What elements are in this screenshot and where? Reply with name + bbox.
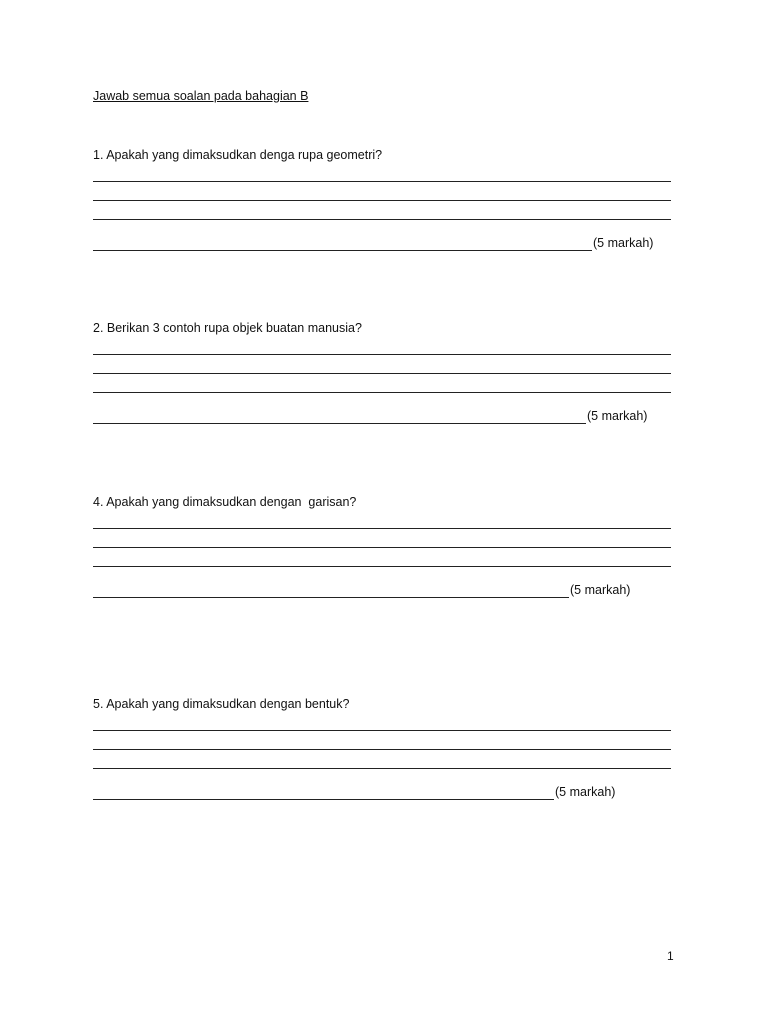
- question-5: [93, 696, 671, 801]
- answer-line[interactable]: [93, 749, 671, 750]
- answer-line[interactable]: [93, 730, 671, 731]
- answer-line[interactable]: [93, 392, 671, 393]
- answer-line[interactable]: [93, 528, 671, 529]
- final-answer-row: [93, 411, 671, 425]
- answer-lines: [93, 181, 671, 252]
- answer-line[interactable]: [93, 597, 569, 598]
- answer-line[interactable]: [93, 547, 671, 548]
- final-answer-row: [93, 585, 671, 599]
- answer-line[interactable]: [93, 423, 586, 424]
- question-4: [93, 494, 671, 599]
- answer-line[interactable]: [93, 768, 671, 769]
- answer-line[interactable]: [93, 250, 592, 251]
- answer-lines: [93, 730, 671, 801]
- section-heading: Jawab semua soalan pada bahagian B: [93, 89, 309, 103]
- answer-line[interactable]: [93, 354, 671, 355]
- question-2: [93, 320, 671, 425]
- answer-line[interactable]: [93, 799, 554, 800]
- answer-line[interactable]: [93, 373, 671, 374]
- question-text: 2. Berikan 3 contoh rupa objek buatan manusia?: [93, 321, 362, 335]
- final-answer-row: [93, 787, 671, 801]
- marks-label: (5 markah): [593, 236, 654, 250]
- answer-line[interactable]: [93, 219, 671, 220]
- answer-line[interactable]: [93, 200, 671, 201]
- answer-line[interactable]: [93, 181, 671, 182]
- question-text: 1. Apakah yang dimaksudkan denga rupa geometri?: [93, 148, 383, 162]
- marks-label: (5 markah): [570, 583, 631, 597]
- question-text: 4. Apakah yang dimaksudkan dengan garisan?: [93, 495, 357, 509]
- answer-lines: [93, 354, 671, 425]
- marks-label: (5 markah): [555, 785, 616, 799]
- answer-lines: [93, 528, 671, 599]
- page-number: 1: [667, 949, 674, 963]
- question-1: [93, 147, 671, 252]
- question-text: 5. Apakah yang dimaksudkan dengan bentuk?: [93, 697, 350, 711]
- marks-label: (5 markah): [587, 409, 648, 423]
- final-answer-row: [93, 238, 671, 252]
- answer-line[interactable]: [93, 566, 671, 567]
